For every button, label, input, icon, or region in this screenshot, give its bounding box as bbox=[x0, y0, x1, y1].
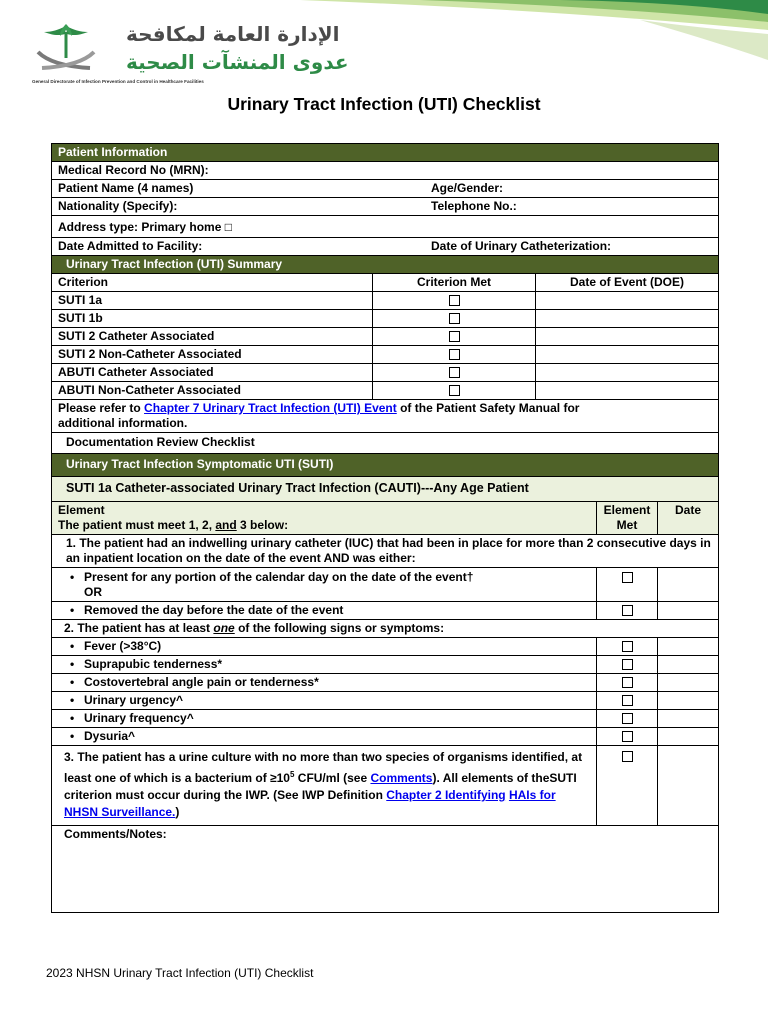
element-1-row bbox=[52, 535, 719, 568]
element-date-cell[interactable] bbox=[658, 568, 719, 602]
uti-summary-header: Urinary Tract Infection (UTI) Summary bbox=[52, 256, 719, 274]
col-criterion: Criterion bbox=[52, 274, 373, 292]
symptom-row bbox=[52, 674, 719, 692]
comments-notes-field[interactable]: Comments/Notes: bbox=[52, 826, 719, 913]
element-date-cell[interactable] bbox=[658, 656, 719, 674]
symptom-row bbox=[52, 710, 719, 728]
telephone-field[interactable]: Telephone No.: bbox=[431, 199, 517, 213]
symptom-label: • Urinary urgency^ bbox=[84, 693, 590, 708]
col-date: Date bbox=[658, 502, 719, 535]
element-1-bullet: • Removed the day before the date of the event bbox=[84, 603, 590, 618]
criterion-met-checkbox[interactable] bbox=[449, 385, 460, 396]
patient-name-field[interactable]: Patient Name (4 names) bbox=[58, 181, 194, 195]
doe-cell[interactable] bbox=[536, 292, 719, 310]
doe-cell[interactable] bbox=[536, 364, 719, 382]
suti-header-row bbox=[52, 454, 719, 477]
documentation-review-row bbox=[52, 433, 719, 454]
summary-row bbox=[52, 328, 719, 346]
summary-column-headers bbox=[52, 274, 719, 292]
page-title: Urinary Tract Infection (UTI) Checklist bbox=[227, 94, 541, 114]
summary-criterion: ABUTI Non-Catheter Associated bbox=[52, 382, 373, 400]
organization-name-arabic-line1: الإدارة العامة لمكافحة bbox=[126, 22, 340, 46]
element-column-headers bbox=[52, 502, 719, 535]
symptom-row bbox=[52, 638, 719, 656]
organization-logo bbox=[30, 22, 349, 92]
patient-information-header: Patient Information bbox=[52, 144, 719, 162]
chapter-7-link[interactable]: Chapter 7 Urinary Tract Infection (UTI) Event bbox=[144, 401, 397, 415]
element-date-cell[interactable] bbox=[658, 602, 719, 620]
element-1-text: 1. The patient had an indwelling urinary catheter (IUC) that had been in place for more than 2 consecutive days in an inpatient location on the date of the event AND was either: bbox=[52, 535, 719, 568]
suti-header: Urinary Tract Infection Symptomatic UTI (SUTI) bbox=[52, 454, 719, 477]
element-1-bullet-row: • Present for any portion of the calendar day on the date of the event† OR bbox=[52, 568, 719, 602]
element-3-text: 3. The patient has a urine culture with no more than two species of organisms identified, at least one of which is a bacterium of $\ge 10^5$ CFU/ml (see Comments). All elements of theSUTI criterion must occur during the IWP. (See IWP Definition Chapter 2 Identifying HAIs for NHSN Surveillance.) bbox=[52, 746, 597, 826]
summary-criterion: SUTI 1b bbox=[52, 310, 373, 328]
summary-criterion: SUTI 2 Non-Catheter Associated bbox=[52, 346, 373, 364]
mrn-row bbox=[52, 162, 719, 180]
chapter-2-link[interactable]: Chapter 2 Identifying bbox=[386, 788, 506, 802]
cauti-header-row bbox=[52, 477, 719, 502]
address-type-field[interactable]: Address type: Primary home □ bbox=[52, 216, 719, 238]
element-3-row bbox=[52, 746, 719, 826]
hais-nhsn-surveillance-link[interactable]: HAIs for NHSN Surveillance. bbox=[64, 788, 556, 819]
date-catheterization-field[interactable]: Date of Urinary Catheterization: bbox=[431, 239, 612, 253]
summary-criterion: SUTI 2 Catheter Associated bbox=[52, 328, 373, 346]
uti-summary-header-row bbox=[52, 256, 719, 274]
doe-cell[interactable] bbox=[536, 310, 719, 328]
page-footer: 2023 NHSN Urinary Tract Infection (UTI) Checklist bbox=[46, 966, 314, 980]
col-criterion-met: Criterion Met bbox=[373, 274, 536, 292]
element-date-cell[interactable] bbox=[658, 746, 719, 826]
criterion-met-checkbox[interactable] bbox=[449, 295, 460, 306]
cauti-header: SUTI 1a Catheter-associated Urinary Tract Infection (CAUTI)---Any Age Patient bbox=[52, 477, 719, 502]
element-met-checkbox[interactable] bbox=[622, 641, 633, 652]
symptom-label: • Fever (>38°C) bbox=[84, 639, 590, 654]
address-row bbox=[52, 216, 719, 238]
age-gender-field[interactable]: Age/Gender: bbox=[431, 181, 504, 195]
summary-note: Please refer to Chapter 7 Urinary Tract Infection (UTI) Event of the Patient Safety Manual for additional information. bbox=[52, 400, 719, 433]
organization-name-arabic-line2: عدوى المنشآت الصحية bbox=[126, 50, 349, 74]
summary-row bbox=[52, 346, 719, 364]
uti-checklist-table bbox=[51, 143, 719, 913]
summary-row bbox=[52, 364, 719, 382]
comments-link[interactable]: Comments bbox=[370, 771, 433, 785]
symptom-row bbox=[52, 728, 719, 746]
documentation-review-title: Documentation Review Checklist bbox=[52, 433, 719, 454]
nationality-field[interactable]: Nationality (Specify): bbox=[58, 199, 178, 213]
summary-criterion: ABUTI Catheter Associated bbox=[52, 364, 373, 382]
criterion-met-checkbox[interactable] bbox=[449, 367, 460, 378]
patient-name-row bbox=[52, 180, 719, 198]
doe-cell[interactable] bbox=[536, 382, 719, 400]
date-admitted-field[interactable]: Date Admitted to Facility: bbox=[58, 239, 203, 253]
nationality-row bbox=[52, 198, 719, 216]
summary-row bbox=[52, 310, 719, 328]
symptom-label: • Urinary frequency^ bbox=[84, 711, 590, 726]
element-1-bullet-row bbox=[52, 602, 719, 620]
element-date-cell[interactable] bbox=[658, 638, 719, 656]
doe-cell[interactable] bbox=[536, 328, 719, 346]
element-date-cell[interactable] bbox=[658, 692, 719, 710]
element-met-checkbox[interactable] bbox=[622, 751, 633, 762]
summary-row bbox=[52, 382, 719, 400]
symptom-row bbox=[52, 656, 719, 674]
element-met-checkbox[interactable] bbox=[622, 713, 633, 724]
palm-swords-emblem-icon bbox=[32, 22, 100, 78]
element-date-cell[interactable] bbox=[658, 728, 719, 746]
symptom-label: • Dysuria^ bbox=[84, 729, 590, 744]
col-element-met: Element Met bbox=[597, 502, 658, 535]
summary-criterion: SUTI 1a bbox=[52, 292, 373, 310]
patient-information-header-row bbox=[52, 144, 719, 162]
dates-row bbox=[52, 238, 719, 256]
element-met-checkbox[interactable] bbox=[622, 572, 633, 583]
doe-cell[interactable] bbox=[536, 346, 719, 364]
summary-note-row bbox=[52, 400, 719, 433]
element-date-cell[interactable] bbox=[658, 674, 719, 692]
organization-name-english: General Directorate of Infection Prevention and Control in Healthcare Facilities bbox=[32, 79, 204, 84]
summary-row bbox=[52, 292, 719, 310]
symptom-label: • Suprapubic tenderness* bbox=[84, 657, 590, 672]
element-1-bullet: • Present for any portion of the calendar day on the date of the event† bbox=[84, 570, 590, 585]
element-met-checkbox[interactable] bbox=[622, 677, 633, 688]
element-met-checkbox[interactable] bbox=[622, 695, 633, 706]
element-2-text: 2. The patient has at least one of the following signs or symptoms: bbox=[52, 620, 719, 638]
element-date-cell[interactable] bbox=[658, 710, 719, 728]
symptom-label: • Costovertebral angle pain or tenderness* bbox=[84, 675, 590, 690]
element-met-checkbox[interactable] bbox=[622, 731, 633, 742]
element-2-row bbox=[52, 620, 719, 638]
element-met-checkbox[interactable] bbox=[622, 659, 633, 670]
col-element: Element The patient must meet 1, 2, and 3 below: bbox=[52, 502, 597, 535]
criterion-met-checkbox[interactable] bbox=[449, 313, 460, 324]
element-met-checkbox[interactable] bbox=[622, 605, 633, 616]
comments-row bbox=[52, 826, 719, 913]
mrn-field[interactable]: Medical Record No (MRN): bbox=[52, 162, 719, 180]
criterion-met-checkbox[interactable] bbox=[449, 331, 460, 342]
symptom-row bbox=[52, 692, 719, 710]
col-date-of-event: Date of Event (DOE) bbox=[536, 274, 719, 292]
criterion-met-checkbox[interactable] bbox=[449, 349, 460, 360]
